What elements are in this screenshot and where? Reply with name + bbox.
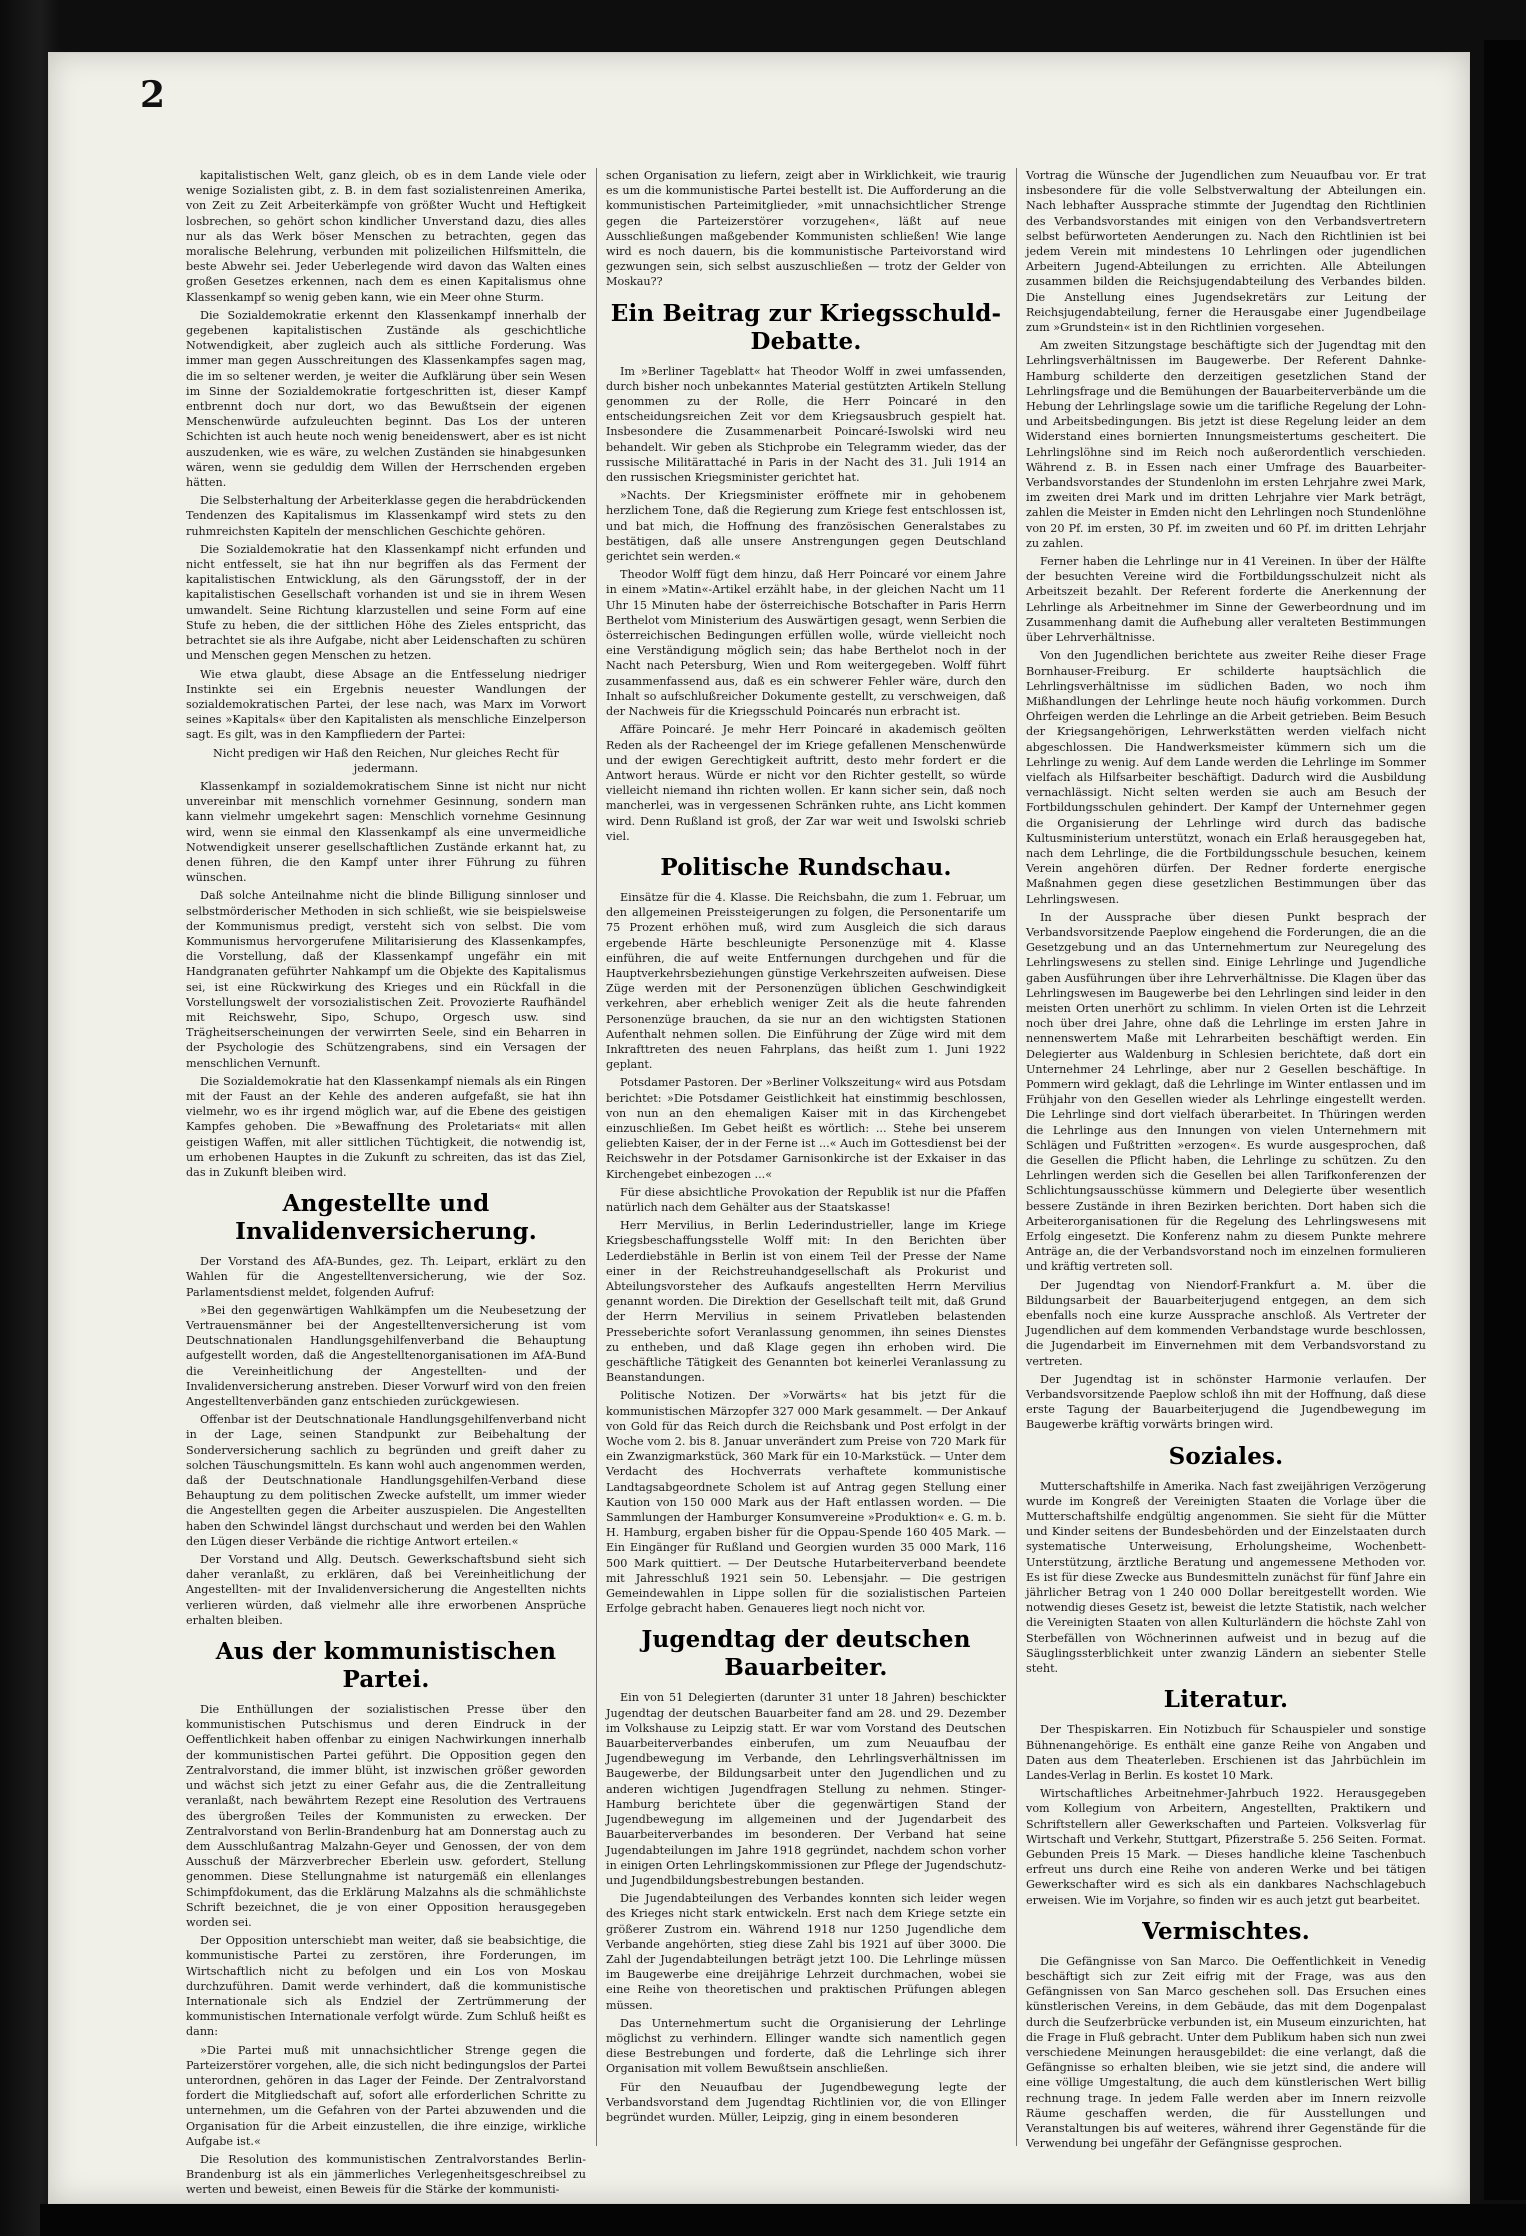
article-paragraph: Daß solche Anteilnahme nicht die blinde Billigung sinnloser und selbstmörderischer Methoden in sich schließt, wie sie beispielsweise der Kommunismus predigt, versteht sich von selbst. Die vom Kommunismus hervorgerufene Militarisierung des Klassenkampfes, die Vorstellung, daß der Klassenkampf ungefähr ein mit Handgranaten geführter Nahkampf um die Objekte des Kapitalismus sei, ist eine Rückwirkung des Krieges und ein Rückfall in die Vorstellungswelt der vorsozialistischen Zeit. Provozierte Raufhändel mit Reichswehr, Sipo, Schupo, Orgesch usw. sind Trägheitserscheinungen der verwirrten Seele, sind ein Beharren in der Psychologie des Schützengrabens, sind ein Versagen der menschlichen Vernunft. — [186, 889, 586, 1070]
section-heading: Politische Rundschau. — [660, 853, 952, 881]
article-paragraph: Politische Notizen. Der »Vorwärts« hat bis jetzt für die kommunistischen Märzopfer 327 000 Mark gesammelt. — Der Ankauf von Gold für das Reich durch die Reichsbank und Post erfolgt in der Woche vom 2. bis 8. Januar unverändert zum Preise von 720 Mark für ein Zwanzigmarkstück, 360 Mark für ein 10-Markstück. — Unter dem Verdacht des Hochverrats verhaftete kommunistische Landtagsabgeordnete Scholem ist auf Antrag gegen Stellung einer Kaution von 150 000 Mark aus der Haft entlassen worden. — Die Sammlungen der Hamburger Konsumvereine »Produktion« e. G. m. b. H. Hamburg, ergaben bisher für die Oppau-Spende 160 405 Mark. — Ein Eingänger für Rußland und Georgien wurden 35 000 Mark, 116 500 Mark quittiert. — Der Deutsche Hutarbeiterverband beendete mit Jahresschluß 1921 sein 50. Lebensjahr. — Die gestrigen Gemeindewahlen in Lippe sollen für die sozialistischen Parteien Erfolge gebracht haben. Genaueres liegt noch nicht vor. — [606, 1389, 1006, 1616]
article-paragraph: schen Organisation zu liefern, zeigt aber in Wirklichkeit, wie traurig es um die kommunistische Partei bestellt ist. Die Aufforderung an die kommunistischen Parteimitglieder, »mit unnachsichtlicher Strenge gegen die Parteizerstörer vorzugehen«, läßt auf neue Ausschließungen maßgebender Kommunisten schließen! Wie lange wird es noch dauern, bis die kommunistische Parteivorstand wird gezwungen sein, sich selbst auszuschließen — trotz der Gelder von Moskau?? — [606, 169, 1006, 289]
article-paragraph: Die Gefängnisse von San Marco. Die Oeffentlichkeit in Venedig beschäftigt sich zur Zeit eifrig mit der Frage, was aus den Gefängnissen von San Marco geschehen soll. Das Ersuchen eines künstlerischen Vereins, in dem Gebäude, das mit dem Dogenpalast durch die Seufzerbrücke verbunden ist, ein Museum einzurichten, hat die Frage in Fluß gebracht. Unter dem Publikum haben sich nun zwei verschiedene Meinungen herausgebildet: die eine verlangt, daß die Gefängnisse so erhalten bleiben, wie sie jetzt sind, die andere will eine völlige Umgestaltung, die auch dem künstlerischen Wert billig rechnung trage. In jedem Falle werden aber im Innern reizvolle Räume geschaffen werden, die für Ausstellungen und Veranstaltungen bis auf weiteres, während ihrer Gegenstände für die Verwendung bei ungefähr der Gefängnisse gesprochen. — [1026, 1954, 1426, 2151]
section-heading: Angestellte und Invalidenversicherung. — [235, 1190, 537, 1246]
article-paragraph: Von den Jugendlichen berichtete aus zweiter Reihe dieser Frage Bornhauser-Freiburg. Er schilderte hauptsächlich die Lehrlingsverhältnisse im südlichen Baden, wo noch ihm Mißhandlungen der Lehrlinge heute noch häufig vorkommen. Durch Ohrfeigen werden die Lehrlinge an die Arbeit getrieben. Beim Besuch der Kriegsangehörigen, Lehrwerkstätten werden vielfach nicht abgeschlossen. Die Handwerksmeister kümmern sich um die Lehrlinge zu wenig. Auf dem Lande werden die Lehrlinge im Sommer vielfach als Hilfsarbeiter beschäftigt. Dadurch wird die Ausbildung vernachlässigt. Nicht selten werden sie auch am Besuch der Fortbildungsschulen gehindert. Der Kampf der Unternehmer gegen die Organisierung der Lehrlinge wird durch das badische Kultusministerium unterstützt, wonach ein Erlaß herausgegeben hat, nach dem Lehrlinge, die die Fortbildungsschule besuchen, keinem Verein angehören dürfen. Der Redner forderte energische Maßnahmen gegen diese gesetzlichen Bestimmungen über das Lehrlingswesen. — [1026, 649, 1426, 906]
article-paragraph: Im »Berliner Tageblatt« hat Theodor Wolff in zwei umfassenden, durch bisher noch unbekanntes Material gestützten Artikeln Stellung genommen zu der Rolle, die Herr Poincaré in den entscheidungsreichen Zeit vor dem Kriegsausbruch gespielt hat. Insbesondere die Zusammenarbeit Poincaré-Iswolski wird neu behandelt. Wir geben als Stichprobe ein Telegramm wieder, das der russische Militärattaché in Paris in der Nacht des 31. Juli 1914 an den russischen Kriegsminister gerichtet hat. — [606, 364, 1006, 485]
article-paragraph: Offenbar ist der Deutschnationale Handlungsgehilfenverband nicht in der Lage, seinen Standpunkt zur Beibehaltung der Sonderversicherung sachlich zu begründen und greift daher zu solchen Täuschungsmitteln. Es kann wohl auch angenommen werden, daß der Deutschnationale Handlungsgehilfen-Verband diese Behauptung zu dem politischen Zwecke aufstellt, um immer wieder die Angestellten gegen die Arbeiter auszuspielen. Die Angestellten haben den Schwindel längst durchschaut und werden bei den Wahlen den Lügen dieser Verbände die richtige Antwort erteilen.« — [186, 1413, 586, 1548]
section-heading: Aus der kommunistischen Partei. — [215, 1638, 557, 1694]
article-paragraph: Der Vorstand des AfA-Bundes, gez. Th. Leipart, erklärt zu den Wahlen für die Angestelltenversicherung, wie der Soz. Parlamentsdienst meldet, folgenden Aufruf: — [186, 1255, 586, 1299]
column-2 — [606, 168, 1006, 2146]
article-paragraph: »Nachts. Der Kriegsminister eröffnete mir in gehobenem herzlichem Tone, daß die Regierung zum Kriege fest entschlossen ist, und bat mich, die Hoffnung des französischen Generalstabes zu bestätigen, daß alle unsere Anstrengungen gegen Deutschland gerichtet sein werden.« — [606, 489, 1006, 564]
page-number: 2 — [140, 74, 166, 116]
article-paragraph: Die Sozialdemokratie erkennt den Klassenkampf innerhalb der gegebenen kapitalistischen Zustände als geschichtliche Notwendigkeit, aber zugleich auch als sittliche Forderung. Was immer man gegen Ausschreitungen des Klassenkampfes sagen mag, die im so seltener werden, je weiter die Aufklärung über sein Wesen im Sinne der Sozialdemokratie fortgeschritten ist, dieser Kampf entbrennt doch nur dort, wo das Bewußtsein der eigenen Menschenwürde aufzuleuchten beginnt. Das Los der unteren Schichten ist auch heute noch wenig beneidenswert, aber es ist nicht auszudenken, wie es wäre, zu welchen Zuständen sie hinabgesunken wären, wenn sie geduldig dem Willen der Herrschenden ergeben hätten. — [186, 308, 586, 490]
article-paragraph: Affäre Poincaré. Je mehr Herr Poincaré in akademisch geölten Reden als der Racheengel der im Kriege gefallenen Menschenwürde und der ewigen Gerechtigkeit auftritt, desto mehr fordert er die Antwort heraus. Würde er nicht vor den Richter gestellt, so würde vielleicht niemand ihn richten wollen. Er kann sicher sein, daß noch mancherlei, was in vergessenen Schränken ruhte, ans Licht kommen wird. Denn Rußland ist groß, der Zar war weit und Iswolski schrieb viel. — [606, 723, 1006, 843]
film-frame-bottom — [40, 2204, 1526, 2236]
column-rule — [596, 168, 597, 2146]
article-paragraph: »Bei den gegenwärtigen Wahlkämpfen um die Neubesetzung der Vertrauensmänner bei der Angestelltenversicherung ist vom Deutschnationalen Handlungsgehilfenverband die Behauptung aufgestellt worden, daß die Angestelltenorganisationen im AfA-Bund die Vereinheitlichung der Angestellten- und der Invalidenversicherung anstreben. Dieser Vorwurf wird von den freien Angestelltenverbänden ganz entschieden zurückgewiesen. — [186, 1303, 586, 1409]
article-paragraph: In der Aussprache über diesen Punkt besprach der Verbandsvorsitzende Paeplow eingehend die Forderungen, die an die Gesetzgebung und an das Unternehmertum zur Neuregelung des Lehrlingswesens zu stellen sind. Einige Lehrlinge und Jugendliche gaben Ausführungen über ihre Lehrverhältnisse. Die Klagen über das Lehrlingswesen im Baugewerbe bei den Lehrlingen sind leider in den meisten Orten unerhört zu schlimm. In vielen Orten ist die Lehrzeit noch über drei Jahre, ohne daß die Lehrlinge im ersten Jahre in nennenswertem Maße mit Lehrarbeiten beschäftigt werden. Ein Delegierter aus Waldenburg in Schlesien berichtete, daß dort ein Unternehmer 24 Lehrlinge, aber nur 2 Gesellen beschäftige. In Pommern wird geklagt, daß die Lehrlinge im Winter entlassen und im Frühjahr von den Gesellen wieder als Lehrlinge eingestellt werden. Die Lehrlinge sind dort vielfach überarbeitet. In Thüringen werden die Lehrlinge aus den Innungen von vielen Unternehmern mit Schlägen und Fußtritten »erzogen«. Es wurde ausgesprochen, daß die Gesellen die Pflicht haben, die Lehrlinge zu schützen. Zu den Lehrlingen werden sich die Gesellen bei allen Tarifkonferenzen der Schlichtungsausschüsse kümmern und Delegierte über wesentlich bessere Zustände in ihren Bezirken berichten. Dort haben sich die Arbeiterorganisationen für die Regelung des Lehrlingswesens mit Erfolg eingesetzt. Die Konferenz nahm zu diesem Punkte mehrere Anträge an, die der Verbandsvorstand noch im einzelnen formulieren und kräftig vertreten soll. — [1026, 910, 1426, 1274]
section-heading: Ein Beitrag zur Kriegsschuld-Debatte. — [610, 299, 1002, 355]
article-paragraph: Herr Mervilius, in Berlin Lederindustrieller, lange im Kriege Kriegsbeschaffungsstelle Wolff mit: In den Berichten über Lederdiebstähle in Berlin ist von einem Teil der Presse der Name einer in der Reichstreuhandgesellschaft als Prokurist und Abteilungsvorsteher des Aufkaufs angestellten Herrn Mervilius genannt worden. Die Direktion der Gesellschaft teilt mit, daß Grund der Herrn Mervilius in seinem Privatleben belastenden Presseberichte sofort Veranlassung genommen, ihn seines Dienstes zu entheben, und daß Klage gegen ihn erhoben wird. Die geschäftliche Tätigkeit des Genannten bot keinerlei Veranlassung zu Beanstandungen. — [606, 1219, 1006, 1385]
section-heading: Literatur. — [1163, 1686, 1289, 1714]
article-paragraph: Mutterschaftshilfe in Amerika. Nach fast zweijährigen Verzögerung wurde im Kongreß der Vereinigten Staaten die Vorlage über die Mutterschaftshilfe endgültig angenommen. Sie sieht für die Mütter und Kinder seitens der Bundesbehörden und der Einzelstaaten durch systematische Unterweisung, Erholungsheime, Wochenbett-Unterstützung, ärztliche Beratung und angemessene Methoden vor. Es ist für diese Zwecke aus Bundesmitteln zunächst für fünf Jahre ein jährlicher Betrag von 1 240 000 Dollar bereitgestellt worden. Wie notwendig dieses Gesetz ist, beweist die letzte Statistik, nach welcher die Vereinigten Staaten von allen Kulturländern die höchste Zahl von Sterbefällen von Wöchnerinnen aufweist und in bezug auf die Säuglingssterblichkeit unter zwanzig Ländern an siebenter Stelle steht. — [1026, 1479, 1426, 1676]
article-paragraph: Am zweiten Sitzungstage beschäftigte sich der Jugendtag mit den Lehrlingsverhältnissen im Baugewerbe. Der Referent Dahnke-Hamburg schilderte den derzeitigen gesetzlichen Stand der Lehrlingsfrage und die Bemühungen der Bauarbeiterverbände um die Hebung der Lehrlingslage sowie um die tarifliche Regelung der Lohn- und Arbeitsbedingungen. Bis jetzt ist diese Regelung leider an dem Widerstand eines bornierten Innungsmeistertums gescheitert. Die Lehrlingslöhne sind im Reich noch außerordentlich verschieden. Während z. B. in Essen nach einer Umfrage des Bauarbeiter-Verbandsvorstandes der Stundenlohn im ersten Lehrjahre zwei Mark, im zweiten drei Mark und im dritten Lehrjahre vier Mark beträgt, zahlen die Meister in Emden nicht den Lehrlingen noch Stundenlöhne von 20 Pf. im ersten, 30 Pf. im zweiten und 60 Pf. im dritten Lehrjahr zu zahlen. — [1026, 339, 1426, 550]
column-rule — [1016, 168, 1017, 2146]
article-paragraph: Der Opposition unterschiebt man weiter, daß sie beabsichtige, die kommunistische Partei zu zerstören, ihre Forderungen, im Wirtschaftlich nicht zu befolgen und ein Los von Moskau durchzuführen. Damit werde verhindert, daß die kommunistische Internationale sich als Endziel der Zertrümmerung der kommunistischen Internationale verfolgt würde. Zum Schluß heißt es dann: — [186, 1934, 586, 2039]
article-paragraph: Die Sozialdemokratie hat den Klassenkampf nicht erfunden und nicht entfesselt, sie hat ihn nur begriffen als das Ferment der kapitalistischen Entwicklung, als den Gärungsstoff, der in der kapitalistischen Gesellschaft vorhanden ist und sie in ihrem Wesen umwandelt. Seine Richtung klarzustellen und seine Form auf eine Stufe zu heben, die der sittlichen Höhe des Zieles entspricht, das betrachtet sie als ihre Aufgabe, nicht aber Leidenschaften zu schüren und Menschen gegen Menschen zu hetzen. — [186, 542, 586, 663]
section-heading: Vermischtes. — [1142, 1917, 1310, 1945]
article-paragraph: Der Thespiskarren. Ein Notizbuch für Schauspieler und sonstige Bühnenangehörige. Es enthält eine ganze Reihe von Angaben und Daten aus dem Theaterleben. Erschienen ist das Jahrbüchlein im Landes-Verlag in Berlin. Es kostet 10 Mark. — [1026, 1723, 1426, 1782]
article-paragraph: Theodor Wolff fügt dem hinzu, daß Herr Poincaré vor einem Jahre in einem »Matin«-Artikel erzählt habe, in der gleichen Nacht um 11 Uhr 15 Minuten habe der österreichische Botschafter in Paris Herrn Berthelot vom Ministerium des Auswärtigen gesagt, wenn Serbien die österreichischen Bedingungen erfüllen wolle, würde vielleicht noch eine Verständigung möglich sein; das habe Berthelot noch in der Nacht nach Petersburg, Wien und Rom weitergegeben. Wolff führt zusammenfassend aus, daß es ein schwerer Fehler wäre, durch den Inhalt so aufschlußreicher Dokumente gestellt, zu verschweigen, daß der Nachweis für die Kriegsschuld Poincarés nun erbracht ist. — [606, 568, 1006, 719]
column-3 — [1026, 168, 1426, 2151]
article-paragraph: Nicht predigen wir Haß den Reichen, Nur gleiches Recht für jedermann. — [213, 746, 559, 775]
article-paragraph: Der Vorstand und Allg. Deutsch. Gewerkschaftsbund sieht sich daher veranlaßt, zu erklären, daß bei Vereinheitlichung der Angestellten- mit der Invalidenversicherung die Angestellten nichts verlieren würden, daß vielmehr alle ihre erworbenen Ansprüche erhalten bleiben. — [186, 1553, 586, 1627]
article-paragraph: Die Selbsterhaltung der Arbeiterklasse gegen die herabdrückenden Tendenzen des Kapitalismus im Klassenkampf wird stets zu den ruhmreichsten Kapiteln der menschlichen Geschichte gehören. — [186, 494, 586, 538]
article-paragraph: Einsätze für die 4. Klasse. Die Reichsbahn, die zum 1. Februar, um den allgemeinen Preissteigerungen zu folgen, die Personentarife um 75 Prozent erhöhen muß, wird zum Ausgleich die sich daraus ergebende Härte beschleunigte Personenzüge mit 4. Klasse einführen, die auf weite Entfernungen durchgehen und für die Hauptverkehrsbeziehungen günstige Verkehrszeiten aufweisen. Diese Züge werden mit der Personenzügen üblichen Geschwindigkeit verkehren, aber erheblich weniger Zeit als die heute fahrenden Personenzüge brauchen, da sie nur an den wichtigsten Stationen Aufenthalt nehmen sollen. Die Einführung der Züge wird mit dem Inkrafttreten des neuen Fahrplans, das heißt zum 1. Juni 1922 geplant. — [606, 890, 1006, 1072]
column-1 — [186, 168, 586, 2197]
article-paragraph: Die Resolution des kommunistischen Zentralvorstandes Berlin-Brandenburg ist als ein jämmerliches Verlegenheitsgeschreibsel zu werten und beweist, einen Beweis für die Stärke der kommunisti- — [186, 2152, 586, 2197]
article-paragraph: Das Unternehmertum sucht die Organisierung der Lehrlinge möglichst zu verhindern. Ellinger wandte sich namentlich gegen diese Bestrebungen und forderte, daß die Lehrlinge sich ihrer Organisation mit vollem Bewußtsein anschließen. — [606, 2016, 1006, 2076]
article-paragraph: Der Jugendtag ist in schönster Harmonie verlaufen. Der Verbandsvorsitzende Paeplow schloß ihn mit der Hoffnung, daß diese erste Tagung der Bauarbeiterjugend die Jugendbewegung im Baugewerbe kräftig vorwärts bringen wird. — [1026, 1372, 1426, 1432]
article-paragraph: Wie etwa glaubt, diese Absage an die Entfesselung niedriger Instinkte sei ein Ergebnis neuester Wandlungen der sozialdemokratischen Partei, der lese nach, was Marx im Vorwort seines »Kapitals« über den Kapitalisten als menschliche Einzelperson sagt. Es gilt, was in den Kampfliedern der Partei: — [186, 667, 586, 742]
section-heading: Jugendtag der deutschen Bauarbeiter. — [641, 1626, 971, 1682]
article-paragraph: Potsdamer Pastoren. Der »Berliner Volkszeitung« wird aus Potsdam berichtet: »Die Potsdamer Geistlichkeit hat einstimmig beschlossen, von nun an den ehemaligen Kaiser mit in das Kirchengebet einzuschließen. Im Gebet heißt es wörtlich: ... Stehe bei unserem geliebten Kaiser, der in der Ferne ist ...« Auch im Gottesdienst bei der Reichswehr in der Potsdamer Garnisonkirche ist der Exkaiser in das Kirchengebet einbezogen ...« — [606, 1076, 1006, 1181]
article-paragraph: Für den Neuaufbau der Jugendbewegung legte der Verbandsvorstand dem Jugendtag Richtlinien vor, die von Ellinger begründet wurden. Müller, Leipzig, ging in einem besonderen — [606, 2080, 1006, 2124]
article-paragraph: Die Sozialdemokratie hat den Klassenkampf niemals als ein Ringen mit der Faust an der Kehle des anderen aufgefaßt, sie hat ihn vielmehr, wo es ihr irgend möglich war, auf die Ebene des geistigen Kampfes gehoben. Die »Bewaffnung des Proletariats« mit allen geistigen Waffen, mit aller sittlichen Tüchtigkeit, die notwendig ist, um erhobenen Hauptes in die Zukunft zu schreiten, das ist das Ziel, das in Zukunft bleiben wird. — [186, 1074, 586, 1179]
article-paragraph: Wirtschaftliches Arbeitnehmer-Jahrbuch 1922. Herausgegeben vom Kollegium von Arbeitern, Angestellten, Praktikern und Schriftstellern aller Gewerkschaften und Parteien. Volksverlag für Wirtschaft und Verkehr, Stuttgart, Pfizerstraße 5. 256 Seiten. Format. Gebunden Preis 15 Mark. — Dieses handliche kleine Taschenbuch erfreut uns durch eine Reihe von anderen Werke und bei tätigen Gewerkschafter wird es sich als ein dankbares Nachschlagebuch erweisen. Wie im Vorjahre, so finden wir es auch jetzt gut bearbeitet. — [1026, 1787, 1426, 1907]
article-paragraph: Ein von 51 Delegierten (darunter 31 unter 18 Jahren) beschickter Jugendtag der deutschen Bauarbeiter fand am 28. und 29. Dezember im Volkshause zu Leipzig statt. Er war vom Vorstand des Deutschen Bauarbeiterverbandes einberufen, um zum Neuaufbau der Jugendbewegung im Verbande, den Lehrlingsverhältnissen im Baugewerbe, der Bildungsarbeit unter den Jugendlichen und zu anderen wichtigen Jugendfragen Stellung zu nehmen. Stinger-Hamburg berichtete über die gegenwärtigen Stand der Jugendbewegung im allgemeinen und der Jugendarbeit des Bauarbeiterverbandes im besonderen. Der Verband hat seine Jugendabteilungen im Jahre 1918 gegründet, nachdem schon vorher in einigen Orten Lehrlingskommissionen zur Pflege der Jugendschutz- und Jugendbildungsbestrebungen bestanden. — [606, 1691, 1006, 1887]
article-paragraph: kapitalistischen Welt, ganz gleich, ob es in dem Lande viele oder wenige Sozialisten gibt, z. B. in dem fast sozialistenreinen Amerika, von Zeit zu Zeit Arbeiterkämpfe von größter Wucht und Heftigkeit losbrechen, so gehört schon kindlicher Unverstand dazu, dies alles nur als das Werk böser Menschen zu betrachten, gegen das moralische Belehrung, verbunden mit polizeilichen Hilfsmitteln, die beste Abwehr sei. Jeder Ueberlegende wird davon das Walten eines großen Gesetzes erkennen, nach dem es einen Kapitalismus ohne Klassenkampf so wenig geben kann, wie ein Meer ohne Sturm. — [186, 169, 586, 304]
article-paragraph: Die Jugendabteilungen des Verbandes konnten sich leider wegen des Krieges nicht stark entwickeln. Erst nach dem Kriege setzte ein größerer Zustrom ein. Während 1918 nur 1250 Jugendliche dem Verbande angehörten, stieg diese Zahl bis 1921 auf über 3000. Die Zahl der Jugendabteilungen beträgt jetzt 100. Die Lehrlinge müssen im Baugewerbe eine dreijährige Lehrzeit durchmachen, wobei sie eine Reihe von theoretischen und praktischen Prüfungen ablegen müssen. — [606, 1892, 1006, 2012]
article-paragraph: Klassenkampf in sozialdemokratischem Sinne ist nicht nur nicht unvereinbar mit menschlich vornehmer Gesinnung, sondern man kann vielmehr umgekehrt sagen: Menschlich vornehme Gesinnung wird, wenn sie einmal den Klassenkampf als eine unvermeidliche Notwendigkeit unserer gesellschaftlichen Zustände erkannt hat, zu denen führen, die den Kampf unter ihrer Führung zu führen wünschen. — [186, 779, 586, 885]
article-paragraph: Vortrag die Wünsche der Jugendlichen zum Neuaufbau vor. Er trat insbesondere für die volle Selbstverwaltung der Abteilungen ein. Nach lebhafter Aussprache stimmte der Jugendtag den Richtlinien des Verbandsvorstandes mit einigen von den Verbandsvertretern selbst befürworteten Aenderungen zu. Nach den Richtlinien ist bei jedem Verein mit mindestens 10 Lehrlingen oder jugendlichen Arbeitern Jugend-Abteilungen zu errichten. Alle Abteilungen zusammen bilden die Reichsjugendabteilung des Verbandes bilden. Die Anstellung eines Jugendsekretärs zur Leitung der Reichsjugendabteilung, ferner die Herausgabe einer Jugendbeilage zum »Grundstein« ist in den Richtlinien vorgesehen. — [1026, 169, 1426, 335]
article-paragraph: Der Jugendtag von Niendorf-Frankfurt a. M. über die Bildungsarbeit der Bauarbeiterjugend entgegen, an dem sich ebenfalls noch eine kurze Aussprache anschloß. Als Vertreter der Jugendlichen auf dem kommenden Verbandstage wurde beschlossen, die Jugendarbeit im Einvernehmen mit dem Verbandsvorstand zu vertreten. — [1026, 1278, 1426, 1368]
section-heading: Soziales. — [1168, 1442, 1284, 1470]
film-frame-right — [1484, 40, 1526, 2200]
article-paragraph: Ferner haben die Lehrlinge nur in 41 Vereinen. In über der Hälfte der besuchten Vereine wird die Fortbildungsschulzeit nicht als Arbeitszeit bezahlt. Der Referent forderte die Anerkennung der Lehrlinge als Arbeitnehmer im Sinne der Gewerbeordnung und im Zusammenhang damit die Aufhebung aller veralteten Bestimmungen über Lehrverhältnisse. — [1026, 555, 1426, 645]
article-paragraph: Die Enthüllungen der sozialistischen Presse über den kommunistischen Putschismus und deren Eindruck in der Oeffentlichkeit haben offenbar zu einigen Nachwirkungen innerhalb der kommunistischen Partei geführt. Die Opposition gegen den Zentralvorstand, die immer blüht, ist inzwischen größer geworden und wächst sich jetzt zu einer Gefahr aus, die die Zentralleitung veranlaßt, nach bewährtem Rezept eine Resolution des Vertrauens des übergroßen Teiles der Kommunisten zu erwecken. Der Zentralvorstand von Berlin-Brandenburg hat am Donnerstag auch zu dem Ausschlußantrag Malzahn-Geyer und Genossen, der von dem Ausschuß der Märzverbrecher Eberlein usw. gefordert, Stellung genommen. Diese Stellungnahme ist naturgemäß ein ellenlanges Schimpfdokument, das die Erklärung Malzahns als die schmählichste Schrift bezeichnet, die je von einer Opposition herausgegeben worden sei. — [186, 1703, 586, 1929]
article-paragraph: Für diese absichtliche Provokation der Republik ist nur die Pfaffen natürlich nach dem Gehälter aus der Staatskasse! — [606, 1185, 1006, 1214]
article-paragraph: »Die Partei muß mit unnachsichtlicher Strenge gegen die Parteizerstörer vorgehen, alle, die sich nicht bedingungslos der Partei unterordnen, gehören in das Lager der Feinde. Der Zentralvorstand fordert die Mitgliedschaft auf, sofort alle erforderlichen Schritte zu unternehmen, um die Gefahren von der Partei abzuwenden und die Organisation für die Arbeit einzustellen, die ihre einzige, wirkliche Aufgabe ist.« — [186, 2043, 586, 2148]
